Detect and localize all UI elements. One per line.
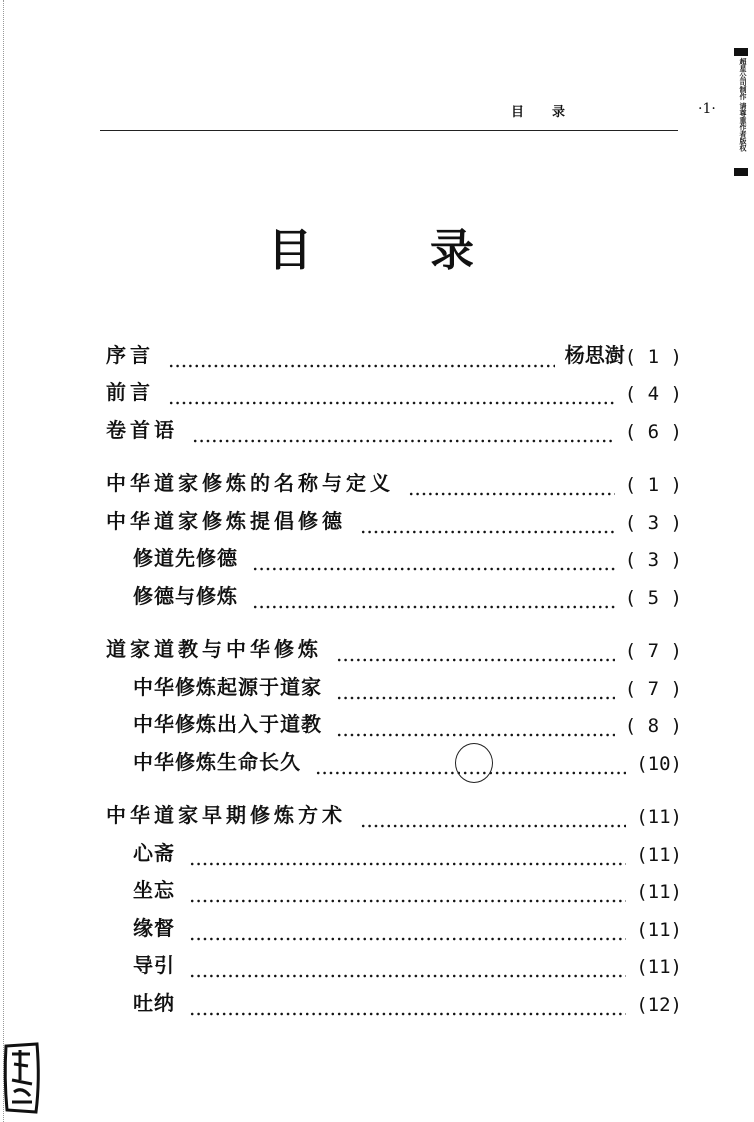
toc-entry-page: ( 1 ) (624, 474, 682, 496)
toc-entry[interactable] (106, 631, 682, 669)
dot-leader (336, 713, 615, 743)
toc-entry[interactable] (106, 706, 682, 744)
toc-entry[interactable] (106, 797, 682, 835)
toc-entry-label: 中华道家早期修炼方术 (106, 803, 346, 827)
toc-entry-label: 中华道家修炼的名称与定义 (106, 471, 394, 495)
toc-entry-page: ( 7 ) (624, 677, 682, 700)
dot-leader (189, 917, 626, 947)
toc-entry-label: 卷首语 (106, 417, 178, 442)
seal-icon (2, 1040, 42, 1116)
toc-entry[interactable] (106, 743, 682, 781)
toc-entry-page: (11) (636, 881, 682, 903)
toc-entry-label: 坐忘 (133, 878, 175, 902)
toc-entry-label: 中华修炼出入于道教 (133, 712, 322, 736)
page-title: 目录 (268, 225, 592, 276)
toc-entry-page: ( 1 ) (624, 345, 682, 368)
toc-entry-label: 中华修炼生命长久 (133, 749, 301, 774)
toc-entry[interactable] (106, 834, 682, 872)
toc-entry-page: ( 4 ) (624, 383, 682, 405)
toc-entry[interactable] (106, 909, 682, 947)
circle-mark (455, 743, 493, 783)
toc-entry[interactable] (106, 668, 682, 706)
dot-leader (192, 419, 615, 449)
toc-entry-page: ( 3 ) (624, 549, 682, 571)
stamp-text: 超星公司制作 请尊重作者版权 (739, 58, 747, 152)
dot-leader (336, 638, 615, 668)
toc-entry[interactable] (106, 465, 682, 503)
copyright-stamp (734, 48, 748, 176)
toc-entry-label: 修德与修炼 (133, 583, 238, 608)
toc-entry-page: ( 8 ) (624, 715, 682, 737)
toc-entry-page: (11) (636, 956, 682, 978)
toc-entry-label: 吐纳 (133, 990, 175, 1015)
toc-entry-label: 缘督 (133, 915, 175, 940)
dot-leader (189, 954, 626, 984)
page-edge (3, 0, 4, 1122)
toc-entry-label: 序言 (106, 342, 154, 367)
dot-leader (168, 381, 615, 411)
toc-entry-author: 杨思澍 (564, 342, 625, 367)
toc-entry-page: ( 5 ) (624, 586, 682, 609)
toc-entry[interactable] (106, 411, 682, 449)
toc-entry-label: 中华修炼起源于道家 (133, 674, 322, 699)
stamp-bar (734, 48, 748, 56)
toc-entry-page: (12) (636, 993, 682, 1016)
dot-leader (252, 585, 615, 615)
dot-leader (189, 842, 626, 872)
toc-entry[interactable] (106, 540, 682, 578)
toc-entry[interactable] (106, 374, 682, 412)
toc-entry-page: ( 6 ) (624, 420, 682, 443)
toc-entry-page: ( 7 ) (624, 640, 682, 662)
header-rule (100, 130, 678, 131)
toc-entry-label: 心斋 (133, 840, 175, 865)
toc-entry-label: 前言 (106, 380, 154, 404)
toc-entry-page: (11) (636, 918, 682, 941)
dot-leader (189, 879, 626, 909)
toc-entry[interactable] (106, 336, 682, 374)
toc-entry-label: 修道先修德 (133, 546, 238, 570)
toc-entry-label: 中华道家修炼提倡修德 (106, 508, 346, 533)
dot-leader (168, 344, 555, 374)
toc-entry[interactable] (106, 872, 682, 910)
dot-leader (189, 992, 626, 1022)
running-header-title: 目录 (511, 105, 594, 120)
running-header (100, 101, 716, 121)
toc-entry-page: (11) (636, 806, 682, 828)
table-of-contents (106, 336, 682, 1022)
dot-leader (360, 510, 615, 540)
dot-leader (408, 472, 615, 502)
toc-entry-label: 导引 (133, 953, 175, 977)
toc-entry-page: (10) (636, 752, 682, 775)
toc-entry[interactable] (106, 502, 682, 540)
dot-leader (336, 676, 615, 706)
toc-entry[interactable] (106, 947, 682, 985)
dot-leader (252, 547, 615, 577)
toc-entry[interactable] (106, 577, 682, 615)
running-header-page: ·1· (698, 101, 716, 117)
toc-entry[interactable] (106, 984, 682, 1022)
toc-entry-label: 道家道教与中华修炼 (106, 637, 322, 661)
dot-leader (360, 804, 626, 834)
stamp-bar (734, 168, 748, 176)
toc-entry-page: ( 3 ) (624, 511, 682, 534)
toc-entry-page: (11) (636, 843, 682, 866)
